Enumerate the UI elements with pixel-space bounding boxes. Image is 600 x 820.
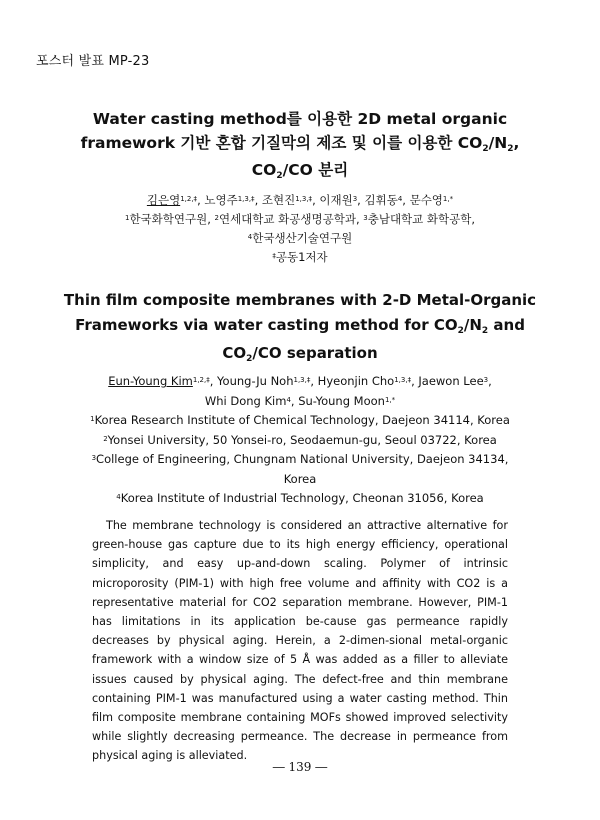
affiliation-marker: 3 [363,214,368,222]
korean-title-text: framework 기반 혼합 기질막의 제조 및 이를 이용한 CO [80,134,483,152]
affiliation-marker: 1 [124,214,130,222]
affiliation-marker: 3 [91,454,97,462]
author-name: Whi Dong Kim [204,393,287,408]
page-number: ― 139 ― [272,760,328,774]
author-name: Jaewon Lee [418,374,484,388]
affiliation-3 [60,450,540,470]
affiliation-3-cont: Korea [283,471,317,486]
author-name: 문수영 [409,193,443,207]
author-marker: 1,3,‡ [237,195,255,203]
english-title-text: Frameworks via water casting method for CO [75,316,458,334]
subscript: 2 [507,144,514,154]
english-author-list-line-2: Whi Dong Kim$^4$, Su-Young Moon$^{1,*}$ [204,393,396,408]
korean-title-line-2 [60,131,540,158]
subscript: 2 [481,326,489,336]
author-name: 이재원 [319,193,353,207]
author-marker: 4 [397,195,403,203]
affiliation-text: 연세대학교 화공생명공학과, [218,212,364,226]
affiliation-text: 충남대학교 화학공학, [367,212,476,226]
korean-title-text: , [513,134,520,152]
korean-title-line-1: Water casting method를 이용한 2D metal organic [92,110,508,128]
english-author-list-line-1: Eun-Young Kim$^{1,2,\ddagger}$, Young-Ju Noh$^{1,3,\ddagger}$, Hyeonjin Cho$^{1,3,\ddagger}$, Jaewon Lee$^3$, [108,374,492,388]
english-title-line-1: Thin film composite membranes with 2-D Metal-Organic [63,291,537,309]
english-title-line-3 [60,341,540,369]
author-name: 조현진 [261,193,296,207]
author-marker: 1,3,‡ [394,376,412,384]
author-marker: 1,3,‡ [293,376,311,384]
korean-affiliations-line-1 [40,210,560,229]
author-name: Eun-Young Kim [108,374,193,388]
english-title [60,288,540,369]
korean-title-line-3 [60,158,540,185]
affiliation-marker: 2 [103,434,108,443]
affiliation-text: College of Engineering, Chungnam National University, Daejeon 34134, [96,452,509,466]
author-name: Young-Ju Noh [217,374,294,388]
subscript: 2 [246,354,253,364]
english-title-text: and [488,316,525,334]
co-first-author-note [40,248,560,267]
affiliation-2 [60,431,540,451]
affiliation-text: 한국화학연구원, [129,212,215,226]
korean-title-text: /N [488,134,508,152]
english-title-line-2 [60,313,540,341]
affiliation-marker: 4 [116,493,121,501]
session-label: 포스터 발표 MP-23 [36,54,150,69]
subscript: 2 [457,326,464,336]
affiliation-text: Yonsei University, 50 Yonsei-ro, Seodaemun-gu, Seoul 03722, Korea [107,432,497,447]
korean-title-text: CO [251,161,277,179]
author-marker: 4 [286,395,291,404]
affiliation-marker: 1 [90,415,95,423]
author-name: 김휘동 [364,193,398,207]
english-title-text: /N [463,316,482,334]
affiliation-marker: 2 [214,214,219,222]
affiliation-text: Korea Institute of Industrial Technology, Cheonan 31056, Korea [120,491,484,505]
author-marker: 1,3,‡ [295,195,313,203]
affiliation-4 [60,489,540,509]
author-name: Su-Young Moon [298,393,385,408]
author-marker: 1,2,‡ [192,376,210,384]
author-marker: 1,* [384,395,396,404]
english-title-text: CO [222,344,247,362]
abstract-paragraph: The membrane technology is considered an attractive alternative for green-house gas capture due to its high energy efficiency, operational simplicity, and easy up-and-down scaling. Polymer of intrinsic microporosity (PIM-1) with high free volume and affinity with CO2 is a representative material for CO2 separation membrane. However, PIM-1 has limitations in its application be-cause gas permeance rapidly decreases by physical aging. Herein, a 2-dimen-sional metal-organic framework with a window size of 5 Å was added as a filler to alleviate issues caused by physical aging. The defect-free and thin membrane containing PIM-1 was manufactured using a water casting method. Thin film composite membrane containing MOFs showed improved selectivity while slightly decreasing permeance. The decrease in permeance from physical aging is alleviated. [92,519,508,763]
affiliation-marker: 4 [247,233,253,241]
affiliation-text: Korea Research Institute of Chemical Technology, Daejeon 34114, Korea [94,413,510,427]
author-name: 노영주 [204,193,238,207]
affiliation-1 [60,411,540,431]
korean-affiliations-line-2 [40,229,560,248]
author-name: 김은영 [146,193,181,207]
korean-title-text: /CO 분리 [282,161,349,179]
english-title-text: /CO separation [252,344,378,362]
english-authors [60,372,540,509]
author-marker: 3 [483,376,489,384]
korean-title [60,107,540,185]
korean-author-list: 김은영$^{1,2,\ddagger}$, 노영주$^{1,3,\ddagger}$, 조현진$^{1,3,\ddagger}$, 이재원$^3$, 김휘동$^4$, 문수영$^{1,*}$ [146,193,454,207]
note-marker: ‡ [272,252,276,260]
note-text: 공동1저자 [275,250,328,264]
subscript: 2 [482,144,489,154]
author-marker: 3 [352,195,358,203]
affiliation-text: 한국생산기술연구원 [252,231,353,245]
author-name: Hyeonjin Cho [317,374,395,388]
author-marker: 1,* [442,195,454,203]
korean-authors [40,191,560,267]
author-marker: 1,2,‡ [180,195,198,203]
subscript: 2 [276,171,283,181]
